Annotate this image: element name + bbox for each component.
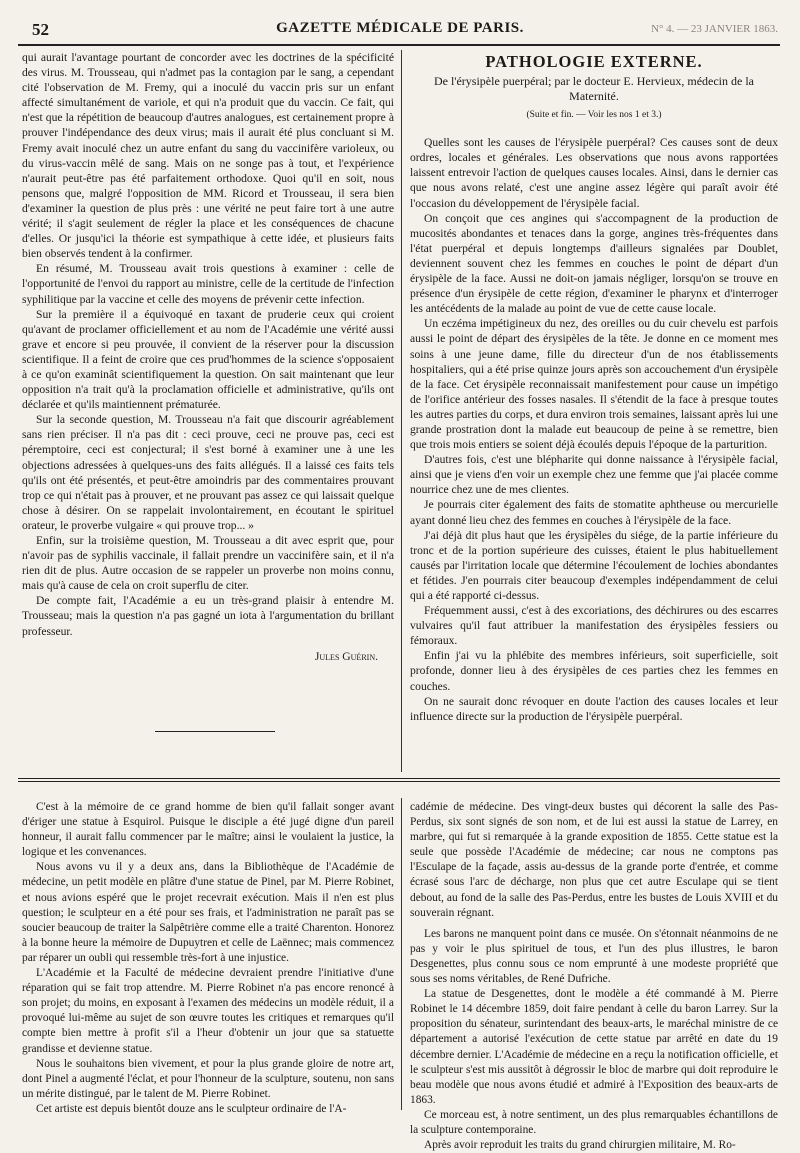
end-rule (155, 731, 275, 732)
paragraph: En résumé, M. Trousseau avait trois questions à examiner : celle de l'opportunité de l'envoi du rapport au ministre, celle de la certitude de l'infection syphilitique par la vaccine et celle des moyens de prévenir cette infection. (22, 262, 394, 306)
paragraph: Cet artiste est depuis bientôt douze ans le sculpteur ordinaire de l'A- (36, 1102, 347, 1115)
paragraph: Ce morceau est, à notre sentiment, un des plus remarquables échantillons de la sculpture contemporaine. (410, 1108, 778, 1136)
paragraph: J'ai déjà dit plus haut que les érysipèles du siége, de la partie inférieure du tronc et de la portion supérieure des cuisses, étaient le plus habituellement causés par l'irritation locale que détermine l'écoulement de lochies abondantes et fétides. J'en pourrais citer beaucoup d'exemples indépendamment de celui qui a été rapporté ci-dessus. (410, 528, 778, 602)
header-rule (18, 44, 780, 46)
paragraph: cadémie de médecine. Des vingt-deux bustes qui décorent la salle des Pas-Perdus, six sont signés de son nom, et de lui est aussi la statue de Larrey, en marbre, qui fut si remarquée à la grande exposition de 1855. Cette statue est la seule que possède l'Académie de médecine; car nous ne comptons pas l'Esculape de la façade, assis au-dessus de la grande porte d'entrée, et comme écrasé sous l'arc de décharge, non plus que cet autre Esculape qui se tient debout, au fond de la salle des Pas-Perdus, entre les bustes de Louis XVIII et du souverain régnant. (410, 801, 778, 919)
paragraph: Sur la première il a équivoqué en taxant de pruderie ceux qui croient qu'avant de proclamer officiellement et au nom de l'Académie une vérité aussi grave et encore si peu prouvée, il convient de la réserver pour la discussion scientifique. Il a feint de croire que ces prud'hommes de la science s'opposaient à ce qu'on examinât scientifiquement la question. On sait maintenant que leur opposition n'a trait qu'à la proclamation officielle et administrative, qu'ils ont déclarée et qu'ils maintiennent prématurée. (22, 307, 394, 412)
paragraph: Enfin j'ai vu la phlébite des membres inférieurs, soit superficielle, soit profonde, donner lieu à des érysipèles de ces parties chez les femmes en couches. (410, 649, 778, 693)
paragraph: C'est à la mémoire de ce grand homme de bien qu'il fallait songer avant d'ériger une statue à Esquirol. Puisque le disciple a été jugé digne d'un pareil honneur, il aurait fallu commencer par le maître; ainsi le voulaient la justice, la logique et les convenances. (22, 801, 394, 859)
paragraph: Quelles sont les causes de l'érysipèle puerpéral? Ces causes sont de deux ordres, locales et générales. Les observations que nous avons rapportées laissent entrevoir l'action de quelques causes locales. Ainsi, dans le dernier cas que nous avons relaté, c'est une angine assez légère qui paraît avoir été l'occasion du développement de l'érysipèle facial. (410, 136, 778, 210)
bottom-left-column (22, 800, 394, 1115)
section-rule (18, 778, 780, 779)
section-rule-double (18, 781, 780, 782)
paragraph: Sur la seconde question, M. Trousseau n'a fait que discourir agréablement sans rien préciser. Il n'a pas dit : ceci prouve, ceci ne prouve pas, ceci est péremptoire, ceci est conjectural; il s'est borné à examiner une à une les objections adressées à quelques-uns des faits allégués. Il a laissé ces faits tels qu'ils ont été présentés, et peut-être amoindris par des commentaires prouvant trop ce qui n'était pas à prouver, et ne prouvant pas assez ce qui laissait quelque chose à désirer. On se rappelait involontairement, en écoutant le spirituel orateur, le proverbe vulgaire « qui prouve trop... » (22, 413, 394, 532)
journal-title: GAZETTE MÉDICALE DE PARIS. (276, 20, 524, 36)
paragraph: Je pourrais citer également des faits de stomatite aphtheuse ou mercurielle ayant donné lieu chez des femmes en couches à l'érysipèle de la face. (410, 498, 778, 527)
page-number: 52 (32, 20, 49, 39)
paragraph: Après avoir reproduit les traits du grand chirurgien militaire, M. Ro- (424, 1139, 736, 1152)
issue-date: N° 4. — 23 JANVIER 1863. (651, 23, 778, 35)
paragraph: Les barons ne manquent point dans ce musée. On s'étonnait néanmoins de ne pas y voir le plus spirituel de tous, et l'un des plus illustres, le baron Desgenettes, plus connu sous ce nom emprunté à une modeste propriété que sous ses noms véritables, de René Dufriche. (410, 927, 778, 986)
paragraph: D'autres fois, c'est une blépharite qui donne naissance à l'érysipèle facial, ainsi que je viens d'en voir un exemple chez une femme que j'ai placée comme nourrice chez une de mes clientes. (410, 453, 778, 497)
right-column (410, 52, 778, 774)
continuation-note: (Suite et fin. — Voir les nos 1 et 3.) (526, 110, 662, 121)
section-title: PATHOLOGIE EXTERNE. (485, 52, 703, 71)
page-header (18, 18, 782, 42)
paragraph: qui aurait l'avantage pourtant de concorder avec les doctrines de la spécificité des virus. M. Trousseau, qui n'admet pas la contagion par le sang, a cependant cité l'observation de M. Fremy, qui a inoculé du vaccin pris sur un enfant affecté simultanément de variole, et qui n'a produit que du vaccin. Ce fait, qui n'est que la répétition de beaucoup d'autres analogues, est certainement propre à prouver l'indépendance des deux virus; mais il aurait été plus concluant si M. Fremy avait inoculé chez un autre enfant du sang du vaccinifère varioleux, ou du virus-vaccin mêlé de sang. Mais on ne songe pas à tout, et l'expérience n'aurait peut-être pas été parfaitement orthodoxe. Quoi qu'il en soit, nous pensons que, malgré l'opposition de MM. Ricord et Trousseau, il sera bien d'examiner la question de plus près : une vérité ne peut faire tort à une autre vérité; il s'agit seulement de régler la place et les conséquences de chacune d'elles. Or jusqu'ici la théorie est sympathique à cette idée, et plusieurs faits bien observés tendent à la confirmer. (22, 51, 394, 261)
author-signature: Jules Guérin. (314, 649, 378, 663)
paragraph: Nous avons vu il y a deux ans, dans la Bibliothèque de l'Académie de médecine, un petit modèle en plâtre d'une statue de Pinel, par M. Pierre Robinet, et nous avions espéré que le projet recevrait exécution. Mais il n'en est plus question; le sculpteur en a été pour ses frais, et l'administration ne paraît pas se soucier beaucoup de traiter la Salpêtrière comme elle a traité Charenton. Honorez à la bonne heure la mémoire de Dupuytren et celle de Laënnec; mais commencez par réparer un oubli qui ressemble très-fort à une injustice. (22, 861, 394, 964)
paragraph: Nous le souhaitons bien vivement, et pour la plus grande gloire de notre art, dont Pinel a augmenté l'éclat, et pour l'honneur de la sculpture, soutenu, non sans un mérite distingué, par le talent de M. Pierre Robinet. (22, 1057, 394, 1100)
paragraph: La statue de Desgenettes, dont le modèle a été commandé à M. Pierre Robinet le 14 décembre 1859, doit faire pendant à celle du baron Larrey. Sur la proposition du sénateur, surintendant des beaux-arts, le maréchal ministre de ce département a autorisé l'exécution de cette statue par arrêté en date du 19 décembre dernier. L'Académie de médecine en a reçu la notification officielle, et le sculpteur s'est mis aussitôt à dégrossir le bloc de marbre qui doit reproduire le beau modèle que nous avons étudié et admiré à l'Exposition des beaux-arts de 1863. (410, 988, 778, 1106)
column-divider-bottom (401, 798, 402, 1110)
left-column (22, 50, 394, 740)
paragraph: Un eczéma impétigineux du nez, des oreilles ou du cuir chevelu est parfois aussi le point de départ des érysipèles de la tête. Je donne en ce moment mes soins à une jeune dame, fille du directeur d'un de nos établissements hospitaliers, qui a été prise quinze jours après son accouchement d'un érysipèle de la face. Cet érysipèle reconnaissait manifestement pour cause un impétigo de l'orifice antérieur des fosses nasales. Il s'étendit de la face à presque toutes les autres parties du corps, et dura environ trois semaines, laissant après lui une grande prostration dont la malade eut beaucoup de peine à se remettre, bien que trois mois entiers se soient déjà écoulés depuis l'époque de la parturition. (410, 317, 778, 452)
paragraph: On ne saurait donc révoquer en doute l'action des causes locales et leur influence directe sur la production de l'érysipèle puerpéral. (410, 694, 778, 723)
bottom-right-column (410, 800, 778, 1152)
paragraph: On conçoit que ces angines qui s'accompagnent de la production de mucosités abondantes et tenaces dans la gorge, angines très-fréquentes dans l'état puerpéral et depuis longtemps d'ailleurs signalées par Doublet, deviennent souvent chez les femmes en couches le point de départ d'un érysipèle de la face. Aussi ne doit-on jamais négliger, lorsqu'on se trouve en présence d'un érysipèle de cette région, d'examiner le pharynx et d'interroger les antécédents de la malade au point de vue de cette cause locale. (410, 211, 778, 316)
column-divider (401, 50, 402, 772)
paragraph: L'Académie et la Faculté de médecine devraient prendre l'initiative d'une réparation qui se fait trop attendre. M. Pierre Robinet n'a pas encore renoncé à son projet; du moins, en exposant à l'examen des médecins un modèle réduit, il a provoqué lui-même au sujet de son œuvre toutes les critiques et remarques qu'il compte bien mettre à profit s'il a l'heur d'obtenir un jour que sa statuette grandisse et devienne statue. (22, 967, 394, 1055)
paragraph: Enfin, sur la troisième question, M. Trousseau a dit avec esprit que, pour n'avoir pas de syphilis vaccinale, il fallait prendre un vaccinifère sain, et il n'a rien dit de plus. Autre occasion de se rappeler un proverbe non moins connu, mais qu'à cause de cela on croit superflu de citer. (22, 534, 394, 593)
paragraph: Fréquemment aussi, c'est à des excoriations, des déchirures ou des escarres vulvaires qu'il faut attribuer la manifestation des érysipèles fessiers ou fémoraux. (410, 604, 778, 648)
article-title: De l'érysipèle puerpéral; par le docteur E. Hervieux, médecin de la Maternité. (433, 74, 754, 104)
paragraph: De compte fait, l'Académie a eu un très-grand plaisir à entendre M. Trousseau; mais la question n'a pas gagné un iota à l'argumentation du brillant professeur. (22, 594, 394, 638)
